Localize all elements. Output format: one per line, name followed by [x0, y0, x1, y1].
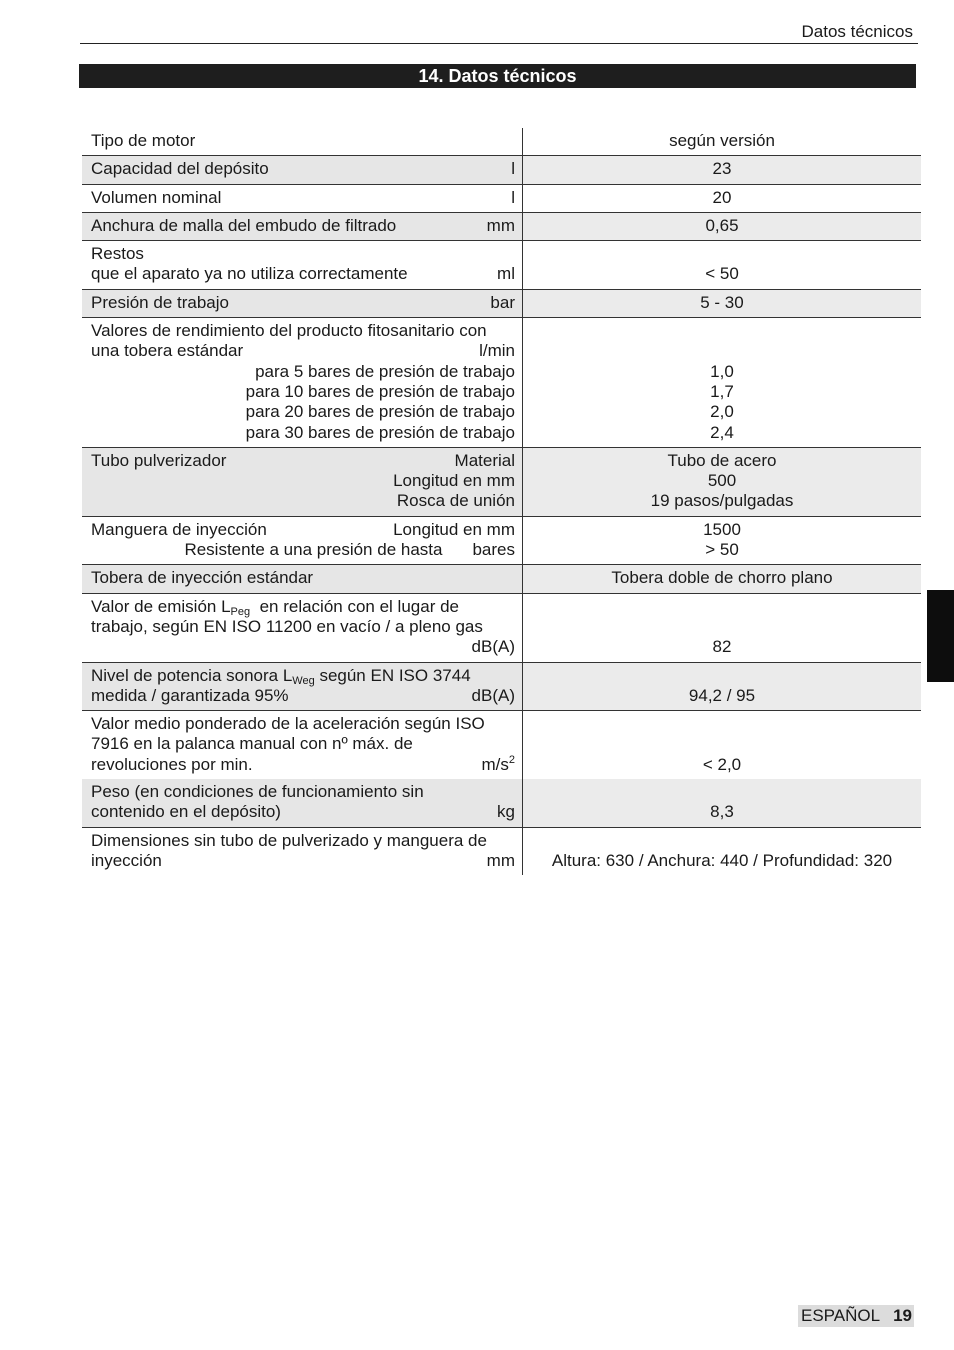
row-label: Anchura de malla del embudo de filtrado — [91, 215, 397, 235]
row-property: Longitud en mm — [393, 519, 515, 539]
row-label: Peso (en condiciones de funcionamiento sin — [91, 782, 424, 802]
row-unit: kg — [497, 802, 515, 822]
row-label: una tobera estándar — [91, 341, 244, 361]
spec-table — [82, 128, 921, 875]
chapter-thumb-tab — [927, 590, 954, 682]
row-label: Nivel de potencia sonora $L_{Weg}$ según EN ISO 3744 — [91, 665, 471, 687]
row-value: < 2,0 — [702, 754, 742, 774]
table-row — [82, 318, 921, 448]
row-value: 0,65 — [705, 215, 739, 235]
table-row — [82, 594, 921, 663]
table-row — [82, 213, 921, 241]
running-header: Datos técnicos — [801, 22, 913, 41]
row-label: que el aparato ya no utiliza correctamente — [91, 264, 408, 284]
table-row — [82, 828, 921, 876]
row-sublabel: Resistente a una presión de hasta — [184, 540, 443, 560]
table-row — [82, 663, 921, 712]
row-label: contenido en el depósito) — [91, 802, 281, 822]
row-value: 1500 — [703, 519, 741, 539]
header-divider — [80, 43, 918, 44]
table-row — [82, 779, 921, 828]
row-value: Tubo de acero — [667, 450, 777, 470]
row-unit: bar — [490, 292, 515, 312]
row-label: trabajo, según EN ISO 11200 en vacío / a pleno gas — [91, 616, 483, 636]
row-value: 20 — [712, 187, 732, 207]
row-sublabel: para 5 bares de presión de trabajo — [255, 361, 515, 381]
table-row — [82, 517, 921, 566]
row-label: Valor medio ponderado de la aceleración según ISO — [91, 714, 485, 734]
table-row — [82, 241, 921, 290]
table-row — [82, 156, 921, 184]
row-unit: $m/s^2$ — [481, 753, 515, 774]
row-label: Tubo pulverizador — [91, 450, 227, 470]
row-value: 94,2 / 95 — [688, 685, 756, 705]
table-row — [82, 290, 921, 318]
table-row — [82, 711, 921, 779]
row-property: Material — [454, 450, 515, 470]
row-value: Altura: 630 / Anchura: 440 / Profundidad: 320 — [551, 850, 893, 870]
row-label: Capacidad del depósito — [91, 159, 269, 179]
row-label: Tobera de inyección estándar — [91, 568, 314, 588]
row-label: Valores de rendimiento del producto fitosanitario con — [91, 321, 487, 341]
row-unit: bares — [472, 540, 515, 560]
row-value: < 50 — [705, 264, 739, 284]
row-value: 2,4 — [710, 422, 734, 442]
row-label: 7916 en la palanca manual con nº máx. de — [91, 734, 413, 754]
row-unit: mm — [486, 850, 515, 870]
section-title: 14. Datos técnicos — [79, 64, 916, 88]
footer-language: ESPAÑOL — [801, 1306, 881, 1325]
row-label: revoluciones por min. — [91, 754, 253, 774]
row-label: Valor de emisión $L_{Peg}$ en relación con el lugar de — [91, 596, 459, 618]
row-label: Manguera de inyección — [91, 519, 267, 539]
row-sublabel: para 30 bares de presión de trabajo — [245, 422, 515, 442]
row-value: 1,7 — [710, 381, 734, 401]
row-label: inyección — [91, 850, 162, 870]
page-footer — [798, 1305, 914, 1327]
row-unit: dB(A) — [471, 685, 515, 705]
row-property: Rosca de unión — [396, 491, 515, 511]
row-unit: dB(A) — [471, 637, 515, 657]
row-value: 1,0 — [710, 361, 734, 381]
row-unit: ml — [497, 264, 515, 284]
row-unit: l — [511, 159, 515, 179]
row-value: 500 — [707, 471, 737, 491]
table-row — [82, 448, 921, 517]
row-value: 23 — [712, 159, 732, 179]
row-value: Tobera doble de chorro plano — [611, 568, 833, 588]
table-row — [82, 565, 921, 593]
row-label: Presión de trabajo — [91, 292, 229, 312]
row-sublabel: para 20 bares de presión de trabajo — [245, 402, 515, 422]
row-value: según versión — [669, 131, 775, 150]
row-unit: mm — [486, 215, 515, 235]
row-sublabel: para 10 bares de presión de trabajo — [245, 381, 515, 401]
row-label: Dimensiones sin tubo de pulverizado y manguera de — [91, 830, 487, 850]
row-label: Volumen nominal — [91, 187, 222, 207]
row-unit: l — [511, 187, 515, 207]
row-label: Tipo de motor — [91, 131, 196, 150]
row-label: Restos — [91, 244, 144, 264]
row-value: 5 - 30 — [700, 292, 744, 312]
row-value: 19 pasos/pulgadas — [650, 491, 794, 511]
row-value: > 50 — [705, 540, 739, 560]
row-value: 82 — [712, 637, 732, 657]
page-number: 19 — [893, 1306, 912, 1325]
table-row — [82, 185, 921, 213]
table-row — [82, 128, 921, 156]
row-label: medida / garantizada 95% — [91, 685, 289, 705]
row-property: Longitud en mm — [393, 471, 515, 491]
row-value: 2,0 — [710, 402, 734, 422]
row-unit: l/min — [479, 341, 515, 361]
row-value: 8,3 — [710, 802, 734, 822]
